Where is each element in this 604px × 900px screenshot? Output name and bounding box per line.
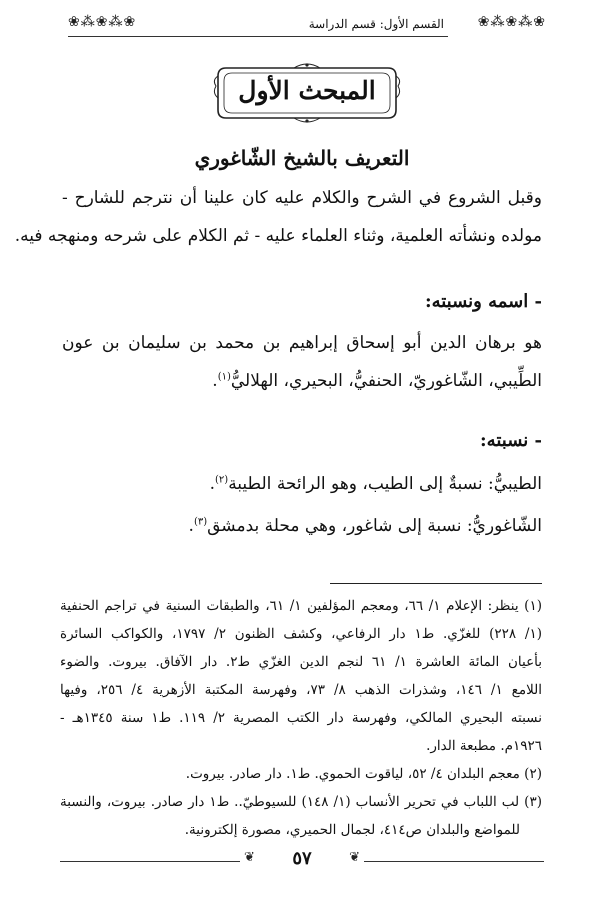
footnote-ref-1[interactable]: (١) (217, 371, 231, 383)
running-header-title: القسم الأول: قسم الدراسة (308, 17, 444, 31)
nisba-line-1-end: . (209, 474, 215, 494)
header-flourish-left-icon: ❀⁂❀⁂❀ (68, 14, 137, 30)
footer-rule-right (364, 861, 544, 862)
footer-ornament-right-icon: ❦ (349, 850, 360, 865)
nisba-line-2-end: . (188, 516, 194, 536)
footnote-line: بأعيان المائة العاشرة ١/ ٦١ لنجم الدين الغزّي ط٢. دار الآفاق. بيروت. والضوء (60, 654, 543, 670)
footnote-line: نسبته البحيري المالكي، وفهرسة دار الكتب المصرية ٢/ ١١٩. ط١ سنة ١٣٤٥هـ - (60, 710, 542, 726)
running-header (68, 10, 546, 44)
footnote-ref-2[interactable]: (٢) (215, 474, 229, 486)
nisba-line-1 (210, 474, 542, 494)
footnote-ref-3[interactable]: (٣) (193, 516, 208, 528)
footnote-line: (١) ينظر: الإعلام ١/ ٦٦، ومعجم المؤلفين ١/ ٦١، والطبقات السنية في تراجم الحنفية (60, 598, 542, 614)
name-line-2-text: الطِّيبي، الشّاغوريّ، الحنفيُّ، البحيري، الهلاليُّ (230, 371, 542, 391)
page-number: ٥٧ (292, 848, 312, 869)
chapter-title: المبحث الأول (238, 76, 376, 105)
footer-ornament-left-icon: ❦ (244, 850, 255, 865)
name-subheading: - اسمه ونسبته: (424, 291, 542, 312)
header-rule (68, 36, 448, 37)
nisba-line-2-text: الشّاغوريُّ: نسبة إلى شاغور، وهي محلة بدمشق (207, 516, 542, 536)
footnote-line: (٣) لب اللباب في تحرير الأنساب (١/ ١٤٨) للسيوطيّ.. ط١ دار صادر. بيروت، والنسبة (60, 794, 542, 810)
footnote-line: (١/ ٢٢٨) للغزّي. ط١ دار الرفاعي، وكشف الظنون ٢/ ١٧٩٧، والكواكب السائرة (60, 626, 542, 642)
footnote-separator (330, 583, 542, 584)
chapter-title-frame (212, 60, 402, 126)
header-flourish-right-icon: ❀⁂❀⁂❀ (477, 14, 546, 30)
footnote-line: للمواضع والبلدان ص٤١٤، لجمال الحميري، مصورة إلكترونية. (184, 822, 520, 838)
nisba-subheading: - نسبته: (480, 430, 542, 451)
name-line-2 (212, 371, 542, 391)
section-heading: التعريف بالشيخ الشّاغوري (194, 146, 410, 170)
name-line-1: هو برهان الدين أبو إسحاق إبراهيم بن محمد بن سليمان بن عون (62, 333, 542, 353)
intro-line-1: وقبل الشروع في الشرح والكلام عليه كان علينا أن نترجم للشارح - (62, 188, 542, 208)
page-footer (60, 848, 544, 876)
footnote-line: (٢) معجم البلدان ٤/ ٥٢، لياقوت الحموي. ط١. دار صادر. بيروت. (185, 766, 542, 782)
footnote-line: ١٩٢٦م. مطبعة الدار. (426, 738, 542, 754)
name-line-2-end: . (212, 371, 218, 391)
intro-line-2: مولده ونشأته العلمية، وثناء العلماء عليه - ثم الكلام على شرحه ومنهجه فيه. (14, 226, 542, 246)
footnote-line: اللامع ١/ ١٤٦، وشذرات الذهب ٨/ ٧٣، وفهرسة المكتبة الأزهرية ٤/ ٢٥٦، وفيها (60, 682, 542, 698)
nisba-line-2 (189, 516, 542, 536)
nisba-line-1-text: الطيبيُّ: نسبةٌ إلى الطيب، وهو الرائحة الطيبة (228, 474, 542, 494)
